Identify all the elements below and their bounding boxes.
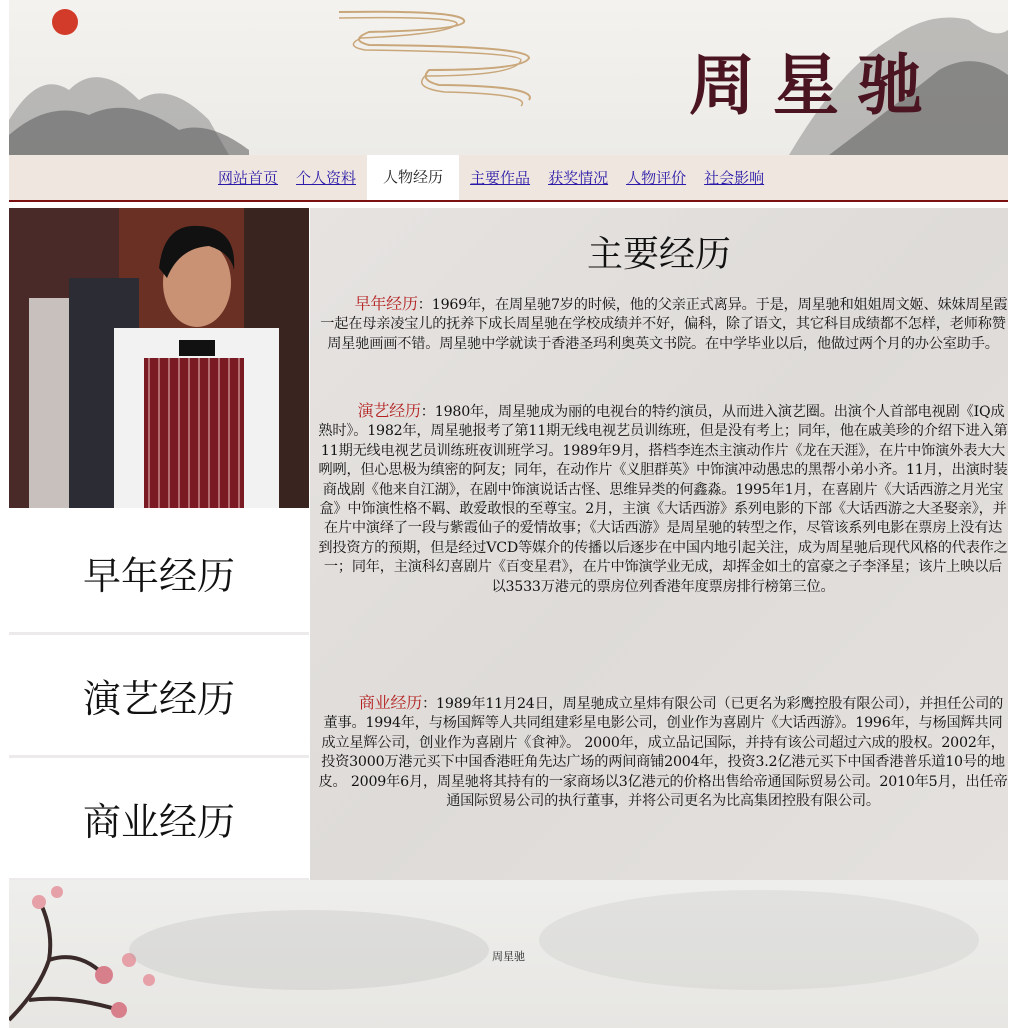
profile-photo	[9, 208, 309, 508]
side-item-business[interactable]: 商业经历	[9, 758, 309, 881]
section-lead: 商业经历	[358, 693, 423, 712]
nav-item-works[interactable]: 主要作品	[470, 169, 531, 187]
side-item-early[interactable]: 早年经历	[9, 512, 309, 635]
page	[9, 0, 1008, 1028]
nav-item-evaluation[interactable]: 人物评价	[626, 169, 687, 187]
main-content	[310, 208, 1008, 880]
side-menu	[9, 512, 309, 881]
site-title: 周星驰	[689, 46, 941, 124]
nav-item-home[interactable]: 网站首页	[218, 169, 279, 187]
section-business	[318, 693, 1008, 811]
nav-item-profile[interactable]: 个人资料	[296, 169, 357, 187]
footer	[9, 880, 1008, 1028]
section-text: ：1980年，周星驰成为丽的电视台的特约演员，从而进入演艺圈。出演个人首部电视剧《IQ成熟时》。1982年，周星驰报考了第11期无线电视艺员训练班，但是没有考上；同年，他在戚美珍的介绍下进入第11期无线电视艺员训练班夜训班学习。1989年9月，搭档李连杰主演动作片《龙在天涯》，在片中饰演外表大大咧咧，但心思极为缜密的阿友；同年，在动作片《义胆群英》中饰演冲动愚忠的黑帮小弟小齐。11月，出演时装商战剧《他来自江湖》，在剧中饰演说话古怪、思维异类的何鑫淼。1995年1月，在喜剧片《大话西游之月光宝盒》中饰演性格不羁、敢爱敢恨的至尊宝。2月，主演《大话西游》系列电影的下部《大话西游之大圣娶亲》，并在片中演绎了一段与紫霞仙子的爱情故事；《大话西游》是周星驰的转型之作，尽管该系列电影在票房上没有达到投资方的预期，但是经过VCD等媒介的传播以后逐步在中国内地引起关注，成为周星驰后现代风格的代表作之一；同年，主演科幻喜剧片《百变星君》，在片中饰演学业无成，却挥金如土的富豪之子李泽星；该片上映以后以3533万港元的票房位列香港年度票房排行榜第三位。	[318, 404, 1008, 595]
side-item-acting[interactable]: 演艺经历	[9, 635, 309, 758]
nav-item-experience[interactable]: 人物经历	[367, 155, 459, 200]
section-lead: 演艺经历	[357, 401, 421, 420]
section-lead: 早年经历	[354, 294, 418, 313]
section-acting	[318, 401, 1008, 597]
main-nav	[9, 155, 1008, 202]
section-text: ：1989年11月24日，周星驰成立星炜有限公司（已更名为彩鹰控股有限公司），并担任公司的董事。1994年，与杨国辉等人共同组建彩星电影公司，创业作为喜剧片《大话西游》。1996年，与杨国辉共同成立星辉公司，创业作为喜剧片《食神》。 2000年，成立品记国际，并持有该公司超过六成的股权。2002年，投资3000万港元买下中国香港旺角先达广场的两间商铺2004年，投资3.2亿港元买下中国香港普乐道10号的地皮。 2009年6月，周星驰将其持有的一家商场以3亿港元的价格出售给帝通国际贸易公司。2010年5月，出任帝通国际贸易公司的执行董事，并将公司更名为比高集团控股有限公司。	[318, 696, 1008, 810]
section-early	[318, 294, 1008, 354]
section-text: ：1969年，在周星驰7岁的时候，他的父亲正式离异。于是，周星驰和姐姐周文姬、妹妹周星霞一起在母亲凌宝儿的抚养下成长周星驰在学校成绩并不好，偏科，除了语文，其它科目成绩都不怎样，老师称赞周星驰画画不错。周星驰中学就读于香港圣玛利奥英文书院。在中学毕业以后，他做过两个月的办公室助手。	[320, 297, 1008, 352]
footer-text: 周星驰	[492, 950, 525, 963]
red-sun-icon	[52, 9, 78, 35]
nav-item-influence[interactable]: 社会影响	[704, 169, 765, 187]
content-title: 主要经历	[586, 234, 731, 275]
nav-item-awards[interactable]: 获奖情况	[548, 169, 609, 187]
header-banner	[9, 0, 1008, 155]
